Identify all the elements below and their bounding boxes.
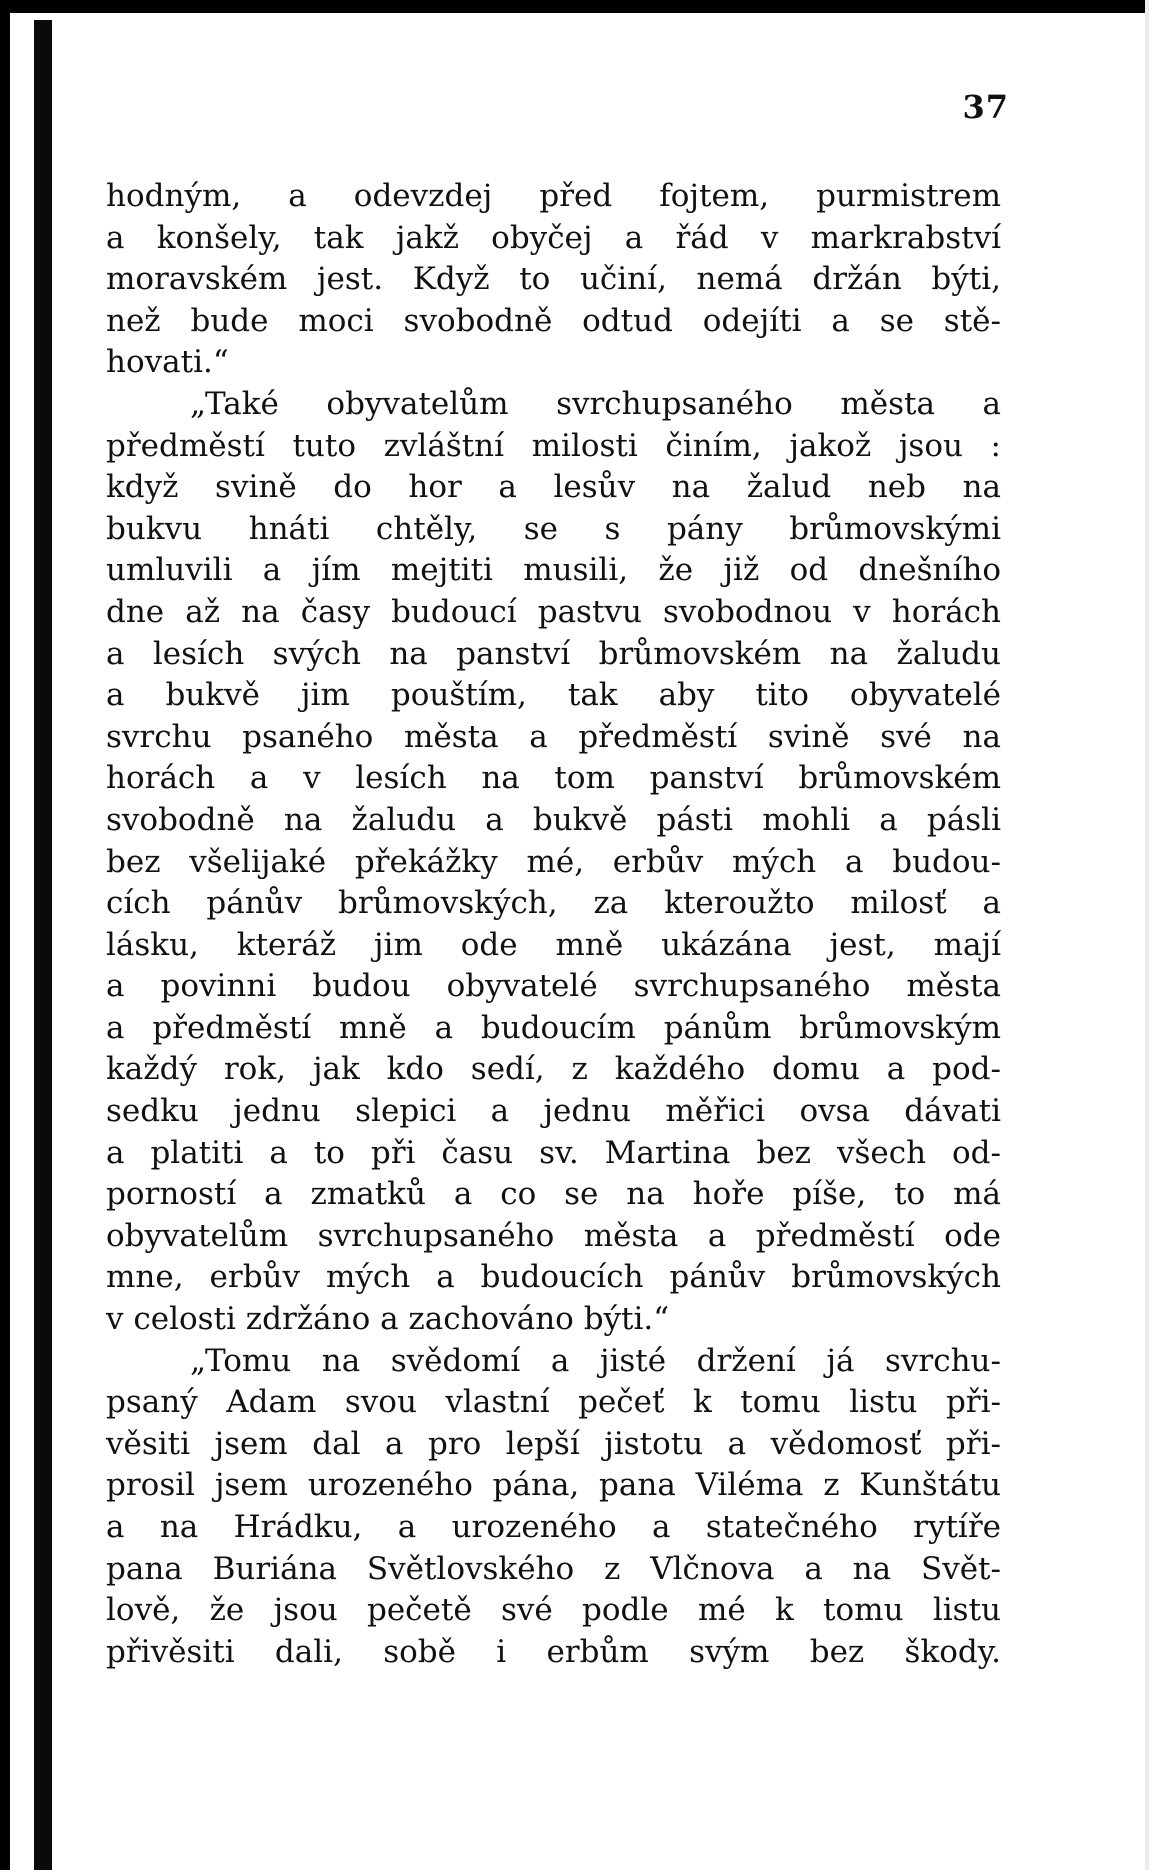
scan-left-gap	[10, 13, 34, 1870]
text-line: věsiti jsem dal a pro lepší jistotu a vědomosť při-	[106, 1425, 1001, 1462]
book-spine-edge	[34, 20, 52, 1870]
page-text	[106, 176, 1001, 1673]
text-line: a povinni budou obyvatelé svrchupsaného města	[106, 968, 1001, 1005]
text-line: a bukvě jim pouštím, tak aby tito obyvatelé	[106, 677, 1001, 714]
text-line: než bude moci svobodně odtud odejíti a se stě-	[106, 302, 1001, 339]
text-line: dne až na časy budoucí pastvu svobodnou v horách	[106, 593, 1001, 630]
scan-top-border	[0, 0, 1149, 13]
scan-right-edge	[1145, 0, 1149, 1870]
text-line: prosil jsem urozeného pána, pana Viléma z Kunštátu	[106, 1467, 1001, 1504]
text-line: umluvili a jím mejtiti musili, že již od dnešního	[106, 552, 1001, 589]
text-line: „Také obyvatelům svrchupsaného města a	[190, 385, 1001, 422]
text-line: svobodně na žaludu a bukvě pásti mohli a pásli	[106, 801, 1001, 838]
text-line: pana Buriána Světlovského z Vlčnova a na Svět-	[106, 1550, 1001, 1587]
text-line: cích pánův brůmovských, za kteroužto milosť a	[106, 885, 1001, 922]
text-line: každý rok, jak kdo sedí, z každého domu a pod-	[106, 1051, 1001, 1088]
text-line: horách a v lesích na tom panství brůmovském	[106, 760, 1001, 797]
text-line: hovati.“	[106, 344, 229, 381]
text-line: lově, že jsou pečetě své podle mé k tomu listu	[106, 1592, 1001, 1629]
text-line: předměstí tuto zvláštní milosti činím, jakož jsou :	[106, 427, 1001, 464]
text-line: „Tomu na svědomí a jisté držení já svrchu-	[190, 1342, 1001, 1379]
text-line: bez všelijaké překážky mé, erbův mých a budou-	[106, 843, 1001, 880]
scan-left-border	[0, 0, 10, 1870]
text-line: a lesích svých na panství brůmovském na žaludu	[106, 635, 1001, 672]
text-line: svrchu psaného města a předměstí svině své na	[106, 718, 1001, 755]
text-line: moravském jest. Když to učiní, nemá držán býti,	[106, 261, 1001, 298]
text-line: a konšely, tak jakž obyčej a řád v markrabství	[106, 219, 1001, 256]
text-line: přivěsiti dali, sobě i erbům svým bez škody.	[106, 1633, 1001, 1670]
text-line: a předměstí mně a budoucím pánům brůmovským	[106, 1009, 1001, 1046]
text-line: obyvatelům svrchupsaného města a předměstí ode	[106, 1217, 1001, 1254]
text-line: a platiti a to při času sv. Martina bez všech od-	[106, 1134, 1001, 1171]
text-line: mne, erbův mých a budoucích pánův brůmovských	[106, 1259, 1001, 1296]
text-line: když svině do hor a lesův na žalud neb na	[106, 469, 1001, 506]
text-line: psaný Adam svou vlastní pečeť k tomu listu při-	[106, 1384, 1001, 1421]
page-number: 37	[962, 88, 1009, 126]
text-line: bukvu hnáti chtěly, se s pány brůmovskými	[106, 510, 1001, 547]
text-line: sedku jednu slepici a jednu měřici ovsa dávati	[106, 1093, 1001, 1130]
text-line: a na Hrádku, a urozeného a statečného rytíře	[106, 1509, 1001, 1545]
text-line: hodným, a odevzdej před fojtem, purmistrem	[106, 178, 1001, 214]
text-line: v celosti zdržáno a zachováno býti.“	[106, 1301, 670, 1338]
text-line: lásku, kteráž jim ode mně ukázána jest, mají	[106, 926, 1001, 963]
text-line: porností a zmatků a co se na hoře píše, to má	[106, 1176, 1001, 1213]
